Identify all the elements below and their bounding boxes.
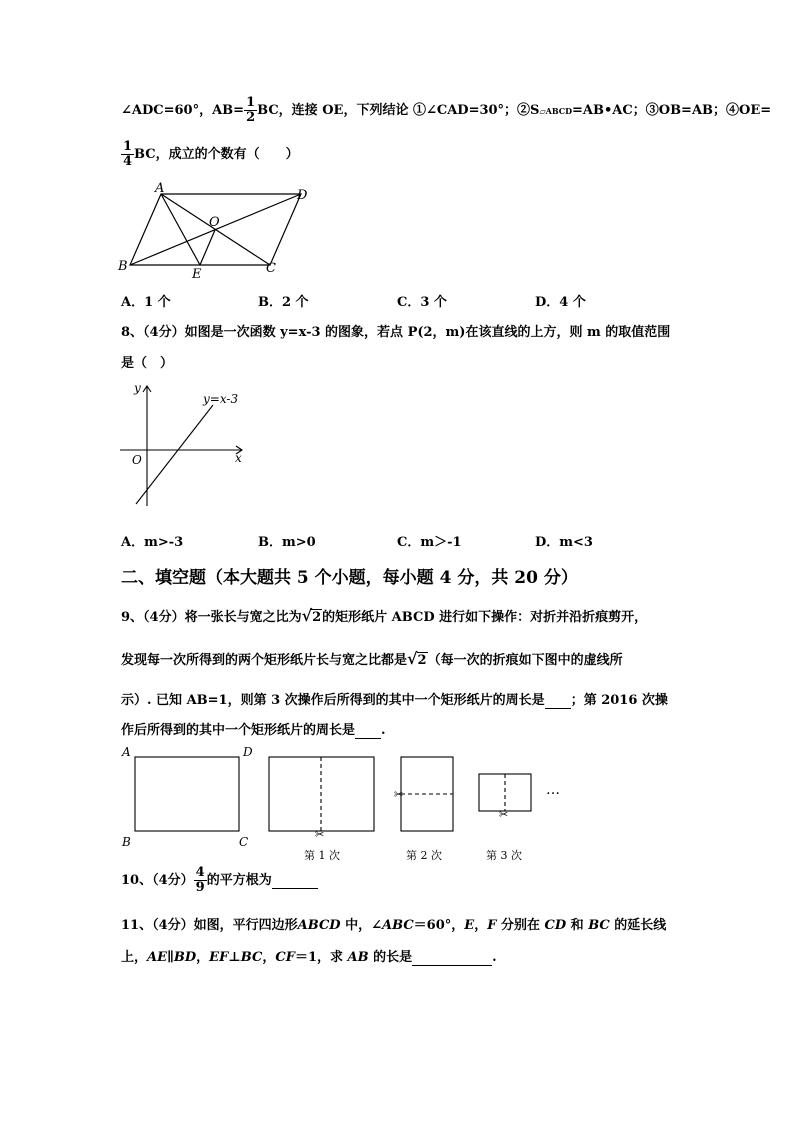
- q11-line2: 上，AE∥BD，EF⊥BC，CF＝1，求 AB 的长是 .: [121, 950, 497, 965]
- fraction-four-ninths: $\frac{4}{9}$: [195, 865, 205, 895]
- q7-option-b[interactable]: B．2 个: [258, 295, 309, 310]
- caption-fold-1: 第 1 次: [304, 849, 340, 862]
- label-E: E: [192, 267, 202, 282]
- q7-option-a[interactable]: A．1 个: [121, 295, 171, 310]
- label-O: O: [209, 215, 220, 230]
- q8-line2: 是（ ）: [121, 356, 174, 371]
- corner-B: B: [122, 835, 131, 849]
- rectangle-abcd: [135, 757, 239, 831]
- caption-fold-3: 第 3 次: [486, 849, 522, 862]
- fraction-quarter: $\frac{1}{4}$: [123, 139, 133, 169]
- fraction-half: $\frac{1}{2}$: [246, 95, 256, 125]
- q9-line4: 作后所得到的其中一个矩形纸片的周长是 .: [121, 723, 386, 738]
- scissors-icon: ✂: [394, 788, 404, 801]
- section-2-title: 二、填空题（本大题共 5 个小题，每小题 4 分，共 20 分）: [121, 568, 578, 588]
- q9-line3: 示）. 已知 AB=1，则第 3 次操作后所得到的其中一个矩形纸片的周长是 ；第 2016 次操: [121, 693, 668, 708]
- q8-option-d[interactable]: D．m<3: [535, 535, 593, 550]
- y-axis-label: y: [134, 381, 141, 395]
- label-C: C: [266, 261, 276, 276]
- sqrt-2-second: √2: [407, 649, 427, 668]
- label-B: B: [118, 259, 128, 274]
- q8-graph: [115, 378, 255, 513]
- corner-A: A: [122, 745, 131, 759]
- line-y-eq-x-minus-3: [136, 405, 213, 504]
- q7-option-d[interactable]: D．4 个: [535, 295, 586, 310]
- q8-line1: 8、（4分）如图是一次函数 y=x-3 的图象，若点 P(2，m)在该直线的上方，则 m 的取值范围: [121, 325, 671, 340]
- label-D: D: [297, 188, 308, 203]
- q7-option-c[interactable]: C．3 个: [397, 295, 447, 310]
- q11-line1: 11、（4分）如图，平行四边形ABCD 中，∠ABC＝60°，E，F 分别在 CD 和 BC 的延长线: [121, 918, 667, 933]
- x-axis-label: x: [235, 451, 242, 465]
- corner-C: C: [239, 835, 249, 849]
- q9-line2: 发现每一次所得到的两个矩形纸片长与宽之比都是√2（每一次的折痕如下图中的虚线所: [121, 649, 623, 668]
- label-A: A: [155, 182, 165, 196]
- sqrt-2: √2: [301, 606, 322, 625]
- q10-line: 10、（4分） $\frac{4}{9}$ 的平方根为: [121, 866, 318, 895]
- q9-folding-figure: [115, 740, 585, 870]
- answer-blank-3[interactable]: [272, 873, 318, 889]
- q9-line1: 9、（4分）将一张长与宽之比为√2的矩形纸片 ABCD 进行如下操作：对折并沿折痕剪开，: [121, 606, 648, 625]
- origin-label: O: [132, 453, 142, 467]
- q7-line1: ∠ADC=60°，AB= $\frac{1}{2}$ BC，连接 OE，下列结论 ①∠CAD=30°；②S▱ABCD=AB•AC；③OB=AB；④OE=: [121, 95, 772, 125]
- answer-blank-4[interactable]: [412, 950, 492, 966]
- scissors-icon: ✂: [315, 828, 325, 841]
- answer-blank-1[interactable]: [545, 693, 571, 709]
- line-label: y=x-3: [203, 392, 239, 406]
- q8-option-b[interactable]: B．m>0: [258, 535, 316, 550]
- q8-option-c[interactable]: C．m＞-1: [397, 535, 462, 550]
- ellipsis: …: [546, 782, 560, 798]
- corner-D: D: [243, 745, 253, 759]
- answer-blank-2[interactable]: [355, 723, 381, 739]
- segment-ae: [161, 194, 200, 265]
- q7-line2: $\frac{1}{4}$ BC，成立的个数有（ ）: [123, 139, 299, 169]
- scissors-icon: ✂: [499, 808, 509, 821]
- q7-parallelogram-figure: [115, 182, 315, 282]
- q8-option-a[interactable]: A．m>-3: [121, 535, 184, 550]
- caption-fold-2: 第 2 次: [406, 849, 442, 862]
